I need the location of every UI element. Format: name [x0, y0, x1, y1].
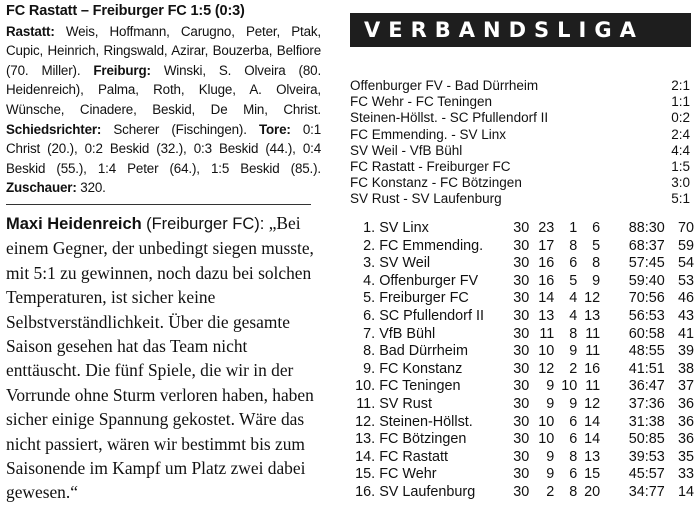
standings-row: [350, 466, 694, 484]
standings-cell-tore: 37:36: [628, 395, 665, 412]
standings-cell-v: 20: [584, 483, 601, 500]
standings-cell-tore: 88:30: [628, 220, 665, 236]
standings-cell-u: 2: [569, 360, 578, 377]
standings-cell-sp: 30: [513, 290, 530, 307]
standings-cell-g: 11: [539, 325, 555, 342]
freiburg-label: Freiburg:: [93, 62, 151, 78]
standings-row: [350, 326, 694, 344]
standings-cell-team: VfB Bühl: [379, 325, 436, 342]
standings-cell-g: 9: [546, 466, 555, 483]
spectators-label: Zuschauer:: [6, 180, 77, 196]
standings-cell-u: 8: [569, 483, 578, 500]
standings-row: [350, 290, 694, 308]
standings-cell-g: 9: [546, 395, 555, 412]
result-score: 1:5: [671, 159, 690, 175]
standings-table: [350, 220, 694, 502]
standings-cell-tore: 45:57: [628, 466, 665, 483]
standings-cell-v: 11: [585, 378, 601, 395]
standings-cell-pos: 5.: [363, 290, 376, 307]
standings-cell-team: Bad Dürrheim: [379, 343, 468, 360]
result-match: SV Weil - VfB Bühl: [350, 142, 463, 158]
standings-cell-tore: 59:40: [628, 272, 665, 289]
standings-cell-sp: 30: [513, 360, 530, 377]
standings-row: [350, 361, 694, 379]
standings-cell-team: Offenburger FV: [379, 272, 479, 289]
goals-text: 0:1 Christ (20.), 0:2 Beskid (32.), 0:3 Beskid (44.), 0:4 Beskid (55.), 1:4 Peter (64.), 1:5 Beskid (85.).: [6, 121, 321, 176]
standings-cell-pts: 33: [677, 466, 694, 483]
result-row: [350, 143, 690, 159]
standings-cell-team: FC Bötzingen: [379, 431, 467, 448]
standings-cell-v: 15: [584, 466, 601, 483]
standings-cell-team: Freiburger FC: [379, 290, 469, 307]
standings-cell-v: 5: [592, 237, 601, 254]
standings-cell-u: 8: [569, 325, 578, 342]
standings-cell-pts: 41: [677, 325, 694, 342]
standings-cell-g: 13: [538, 307, 555, 324]
standings-cell-team: FC Emmending.: [379, 237, 484, 254]
referee-label: Schiedsrichter:: [6, 121, 102, 137]
standings-cell-g: 12: [538, 360, 555, 377]
standings-cell-pos: 15.: [355, 466, 376, 483]
standings-row: [350, 255, 694, 273]
result-score: 3:0: [671, 175, 690, 191]
result-score: 1:1: [671, 94, 690, 110]
standings-cell-team: SC Pfullendorf II: [379, 307, 484, 324]
standings-cell-v: 16: [584, 360, 601, 377]
standings-cell-pts: 39: [677, 343, 694, 360]
standings-row: [350, 238, 694, 256]
standings-cell-v: 13: [584, 307, 601, 324]
standings-row: [350, 484, 694, 502]
standings-cell-team: SV Linx: [379, 220, 429, 236]
standings-cell-u: 4: [569, 307, 578, 324]
result-match: SV Rust - SV Laufenburg: [350, 191, 502, 207]
standings-cell-tore: 70:56: [628, 290, 665, 307]
result-match: FC Rastatt - Freiburger FC: [350, 159, 511, 175]
standings-cell-pos: 1.: [363, 220, 376, 236]
result-score: 0:2: [671, 110, 690, 126]
result-match: Steinen-Höllst. - SC Pfullendorf II: [350, 110, 549, 126]
standings-cell-pts: 70: [677, 220, 694, 236]
quote-text: „Bei einem Gegner, der unbedingt siegen musste, mit 5:1 zu gewinnen, noch dazu bei solchen Temperaturen, ist sicher keine Selbstverständlichkeit. Über die gesamte Saison gesehen hat das Team nicht enttäuscht. Die fünf Spiele, die wir in der Vorrunde ohne Sturm verloren haben, haben sicher einige Spannung gekostet. Wäre das nicht passiert, wären wir bestimmt bis zum Saisonende im Kampf um Platz zwei dabei gewesen.“: [6, 212, 314, 503]
standings-cell-v: 6: [592, 220, 601, 236]
standings-cell-pts: 38: [677, 360, 694, 377]
result-match: FC Emmending. - SV Linx: [350, 126, 507, 142]
result-score: 2:1: [671, 78, 690, 93]
referee-text: Scherer (Fischingen).: [113, 121, 247, 137]
standings-cell-pos: 8.: [363, 343, 376, 360]
standings-row: [350, 308, 694, 326]
standings-cell-v: 8: [592, 255, 601, 272]
match-report: [6, 2, 321, 198]
standings-cell-g: 10: [538, 431, 555, 448]
standings-cell-pts: 36: [677, 395, 694, 412]
goals-label: Tore:: [258, 121, 291, 137]
match-header: FC Rastatt – Freiburger FC 1:5 (0:3): [6, 3, 245, 19]
section-divider: [6, 204, 311, 205]
result-score: 5:1: [671, 191, 690, 207]
standings-cell-tore: 57:45: [628, 255, 665, 272]
standings-cell-u: 8: [569, 237, 578, 254]
result-score: 4:4: [671, 142, 690, 158]
standings-cell-pos: 16.: [355, 483, 376, 500]
standings-cell-u: 10: [561, 378, 578, 395]
result-row: [350, 78, 690, 94]
standings-cell-g: 23: [538, 220, 555, 236]
standings-cell-tore: 68:37: [628, 237, 665, 254]
standings-cell-pts: 36: [677, 413, 694, 430]
standings-cell-pos: 13.: [355, 431, 376, 448]
result-row: [350, 191, 690, 207]
standings-row: [350, 449, 694, 467]
standings-cell-u: 6: [569, 413, 578, 430]
result-match: FC Wehr - FC Teningen: [350, 94, 493, 110]
standings-cell-sp: 30: [513, 448, 530, 465]
standings-cell-tore: 48:55: [628, 343, 665, 360]
standings-row: [350, 378, 694, 396]
quote-speaker: Maxi Heidenreich: [6, 214, 142, 233]
standings-cell-u: 6: [569, 466, 578, 483]
standings-row: [350, 414, 694, 432]
standings-cell-pts: 54: [677, 255, 694, 272]
standings-cell-sp: 30: [513, 307, 530, 324]
standings-cell-pts: 46: [677, 290, 694, 307]
standings-cell-sp: 30: [513, 431, 530, 448]
standings-cell-pts: 14: [677, 483, 694, 500]
standings-cell-g: 2: [546, 483, 555, 500]
standings-cell-u: 9: [569, 395, 578, 412]
standings-cell-team: FC Konstanz: [379, 360, 463, 377]
rastatt-label: Rastatt:: [6, 23, 55, 39]
standings-cell-sp: 30: [513, 378, 530, 395]
standings-cell-u: 6: [569, 431, 578, 448]
standings-cell-sp: 30: [513, 325, 530, 342]
standings-cell-sp: 30: [513, 413, 530, 430]
standings-cell-v: 14: [584, 413, 601, 430]
standings-cell-g: 17: [538, 237, 555, 254]
standings-cell-tore: 50:85: [628, 431, 665, 448]
result-row: [350, 94, 690, 110]
standings-cell-pos: 10.: [355, 378, 376, 395]
standings-cell-sp: 30: [513, 220, 530, 236]
standings-cell-g: 9: [546, 378, 555, 395]
standings-cell-pos: 12.: [355, 413, 376, 430]
standings-cell-u: 5: [569, 272, 578, 289]
league-banner: VERBANDSLIGA: [350, 13, 691, 47]
standings-row: [350, 220, 694, 238]
standings-cell-g: 10: [538, 413, 555, 430]
standings-cell-team: FC Rastatt: [379, 448, 448, 465]
standings-cell-pts: 35: [677, 448, 694, 465]
standings-row: [350, 431, 694, 449]
standings-cell-pos: 6.: [363, 307, 376, 324]
standings-cell-v: 13: [584, 448, 601, 465]
standings-cell-pos: 4.: [363, 272, 376, 289]
standings-cell-sp: 30: [513, 237, 530, 254]
standings-cell-u: 8: [569, 448, 578, 465]
standings-cell-tore: 60:58: [628, 325, 665, 342]
standings-cell-g: 14: [538, 290, 555, 307]
standings-cell-g: 10: [538, 343, 555, 360]
standings-cell-v: 11: [585, 325, 601, 342]
standings-cell-v: 9: [592, 272, 601, 289]
standings-cell-u: 4: [569, 290, 578, 307]
spectators-text: 320.: [80, 180, 106, 196]
standings-row: [350, 396, 694, 414]
standings-cell-pos: 11.: [356, 395, 376, 412]
standings-cell-pos: 9.: [363, 360, 376, 377]
result-row: [350, 110, 690, 126]
standings-cell-team: SV Weil: [379, 255, 431, 272]
standings-cell-tore: 56:53: [628, 307, 665, 324]
results-list: [350, 78, 690, 208]
standings-cell-sp: 30: [513, 272, 530, 289]
rastatt-lineup: Weis, Hoffmann, Carugno, Peter, Ptak, Cupic, Heinrich, Ringswald, Azirar, Bouzerba, Belfiore (70. Miller).: [6, 23, 321, 78]
result-row: [350, 159, 690, 175]
standings-cell-g: 16: [538, 272, 555, 289]
standings-cell-v: 12: [584, 290, 601, 307]
standings-cell-pos: 7.: [363, 325, 376, 342]
standings-cell-team: FC Teningen: [379, 378, 461, 395]
standings-row: [350, 273, 694, 291]
standings-cell-sp: 30: [513, 343, 530, 360]
standings-cell-sp: 30: [513, 395, 530, 412]
standings-row: [350, 343, 694, 361]
quote-club: (Freiburger FC):: [146, 214, 265, 233]
standings-cell-u: 6: [569, 255, 578, 272]
standings-cell-tore: 36:47: [628, 378, 665, 395]
standings-cell-team: SV Rust: [379, 395, 432, 412]
standings-cell-v: 12: [584, 395, 601, 412]
standings-cell-team: FC Wehr: [379, 466, 437, 483]
standings-cell-g: 16: [538, 255, 555, 272]
standings-cell-pos: 2.: [363, 237, 376, 254]
standings-cell-team: Steinen-Höllst.: [379, 413, 473, 430]
standings-cell-pts: 36: [677, 431, 694, 448]
standings-cell-tore: 31:38: [628, 413, 665, 430]
standings-cell-sp: 30: [513, 483, 530, 500]
standings-cell-sp: 30: [513, 255, 530, 272]
result-row: [350, 127, 690, 143]
player-quote: [6, 211, 321, 505]
standings-cell-pos: 3.: [363, 255, 376, 272]
standings-cell-sp: 30: [513, 466, 530, 483]
standings-cell-pts: 43: [677, 307, 694, 324]
left-column: [6, 2, 321, 505]
standings-cell-tore: 39:53: [628, 448, 665, 465]
standings-cell-team: SV Laufenburg: [379, 483, 476, 500]
result-row: [350, 175, 690, 191]
standings-cell-tore: 34:77: [628, 483, 665, 500]
standings-cell-tore: 41:51: [628, 360, 665, 377]
result-match: FC Konstanz - FC Bötzingen: [350, 175, 522, 191]
freiburg-lineup: Winski, S. Olveira (80. Heidenreich), Palma, Roth, Kluge, A. Olveira, Wünsche, Cinadere, Beskid, De Min, Christ.: [6, 62, 322, 117]
standings-cell-v: 14: [584, 431, 601, 448]
result-score: 2:4: [671, 126, 690, 142]
standings-cell-u: 9: [569, 343, 578, 360]
standings-cell-u: 1: [569, 220, 578, 236]
standings-cell-pts: 59: [677, 237, 694, 254]
standings-cell-pos: 14.: [355, 448, 376, 465]
result-match: Offenburger FV - Bad Dürrheim: [350, 78, 539, 93]
standings-cell-g: 9: [546, 448, 555, 465]
standings-cell-pts: 53: [677, 272, 694, 289]
standings-cell-pts: 37: [677, 378, 694, 395]
standings-cell-v: 11: [585, 343, 601, 360]
